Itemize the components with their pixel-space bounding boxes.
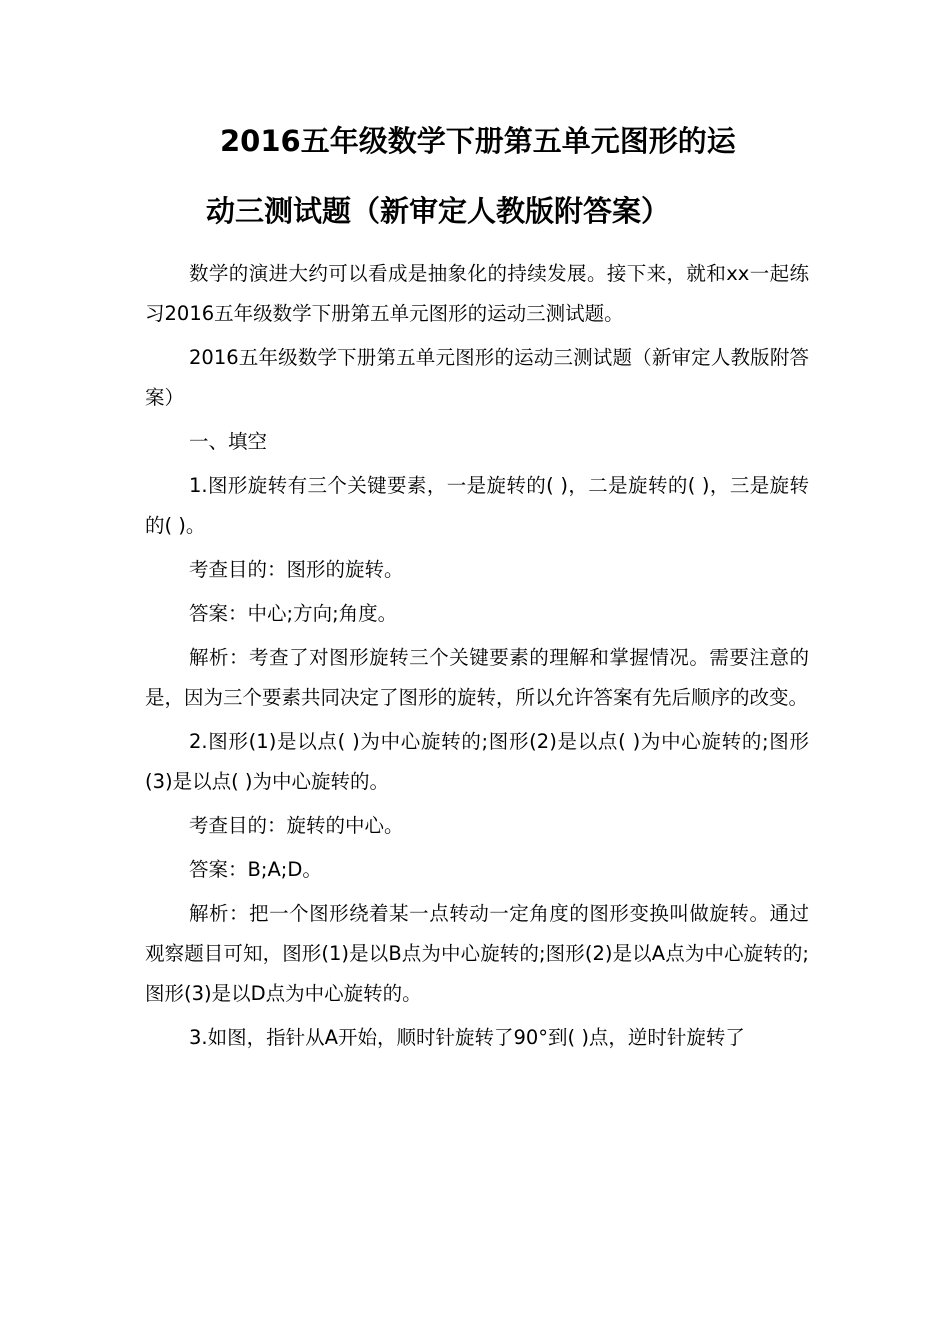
question-2: 2.图形(1)是以点( )为中心旋转的;图形(2)是以点( )为中心旋转的;图形(3)是以点( )为中心旋转的。 xyxy=(145,730,809,793)
question-3: 3.如图，指针从A开始，顺时针旋转了90°到( )点，逆时针旋转了 xyxy=(189,1026,745,1049)
question-1-purpose: 考查目的：图形的旋转。 xyxy=(189,558,404,581)
section-heading: 一、填空 xyxy=(189,430,268,453)
question-2-analysis: 解析：把一个图形绕着某一点转动一定角度的图形变换叫做旋转。通过观察题目可知，图形(1)是以B点为中心旋转的;图形(2)是以A点为中心旋转的;图形(3)是以D点为中心旋转的。 xyxy=(145,902,809,1005)
question-2-answer: 答案：B;A;D。 xyxy=(189,858,322,881)
subtitle-paragraph: 2016五年级数学下册第五单元图形的运动三测试题（新审定人教版附答案） xyxy=(145,346,809,409)
question-2-purpose: 考查目的：旋转的中心。 xyxy=(189,814,404,837)
question-1-answer: 答案：中心;方向;角度。 xyxy=(189,602,398,625)
document-body xyxy=(145,254,809,1062)
question-1-analysis: 解析：考查了对图形旋转三个关键要素的理解和掌握情况。需要注意的是，因为三个要素共同决定了图形的旋转，所以允许答案有先后顺序的改变。 xyxy=(145,646,809,709)
question-1: 1.图形旋转有三个关键要素，一是旋转的( )，二是旋转的( )，三是旋转的( )。 xyxy=(145,474,809,537)
document-title-line-2: 动三测试题（新审定人教版附答案） xyxy=(206,194,671,228)
document-title-line-1: 2016五年级数学下册第五单元图形的运 xyxy=(220,124,736,158)
intro-paragraph: 数学的演进大约可以看成是抽象化的持续发展。接下来，就和xx一起练习2016五年级数学下册第五单元图形的运动三测试题。 xyxy=(145,262,809,325)
